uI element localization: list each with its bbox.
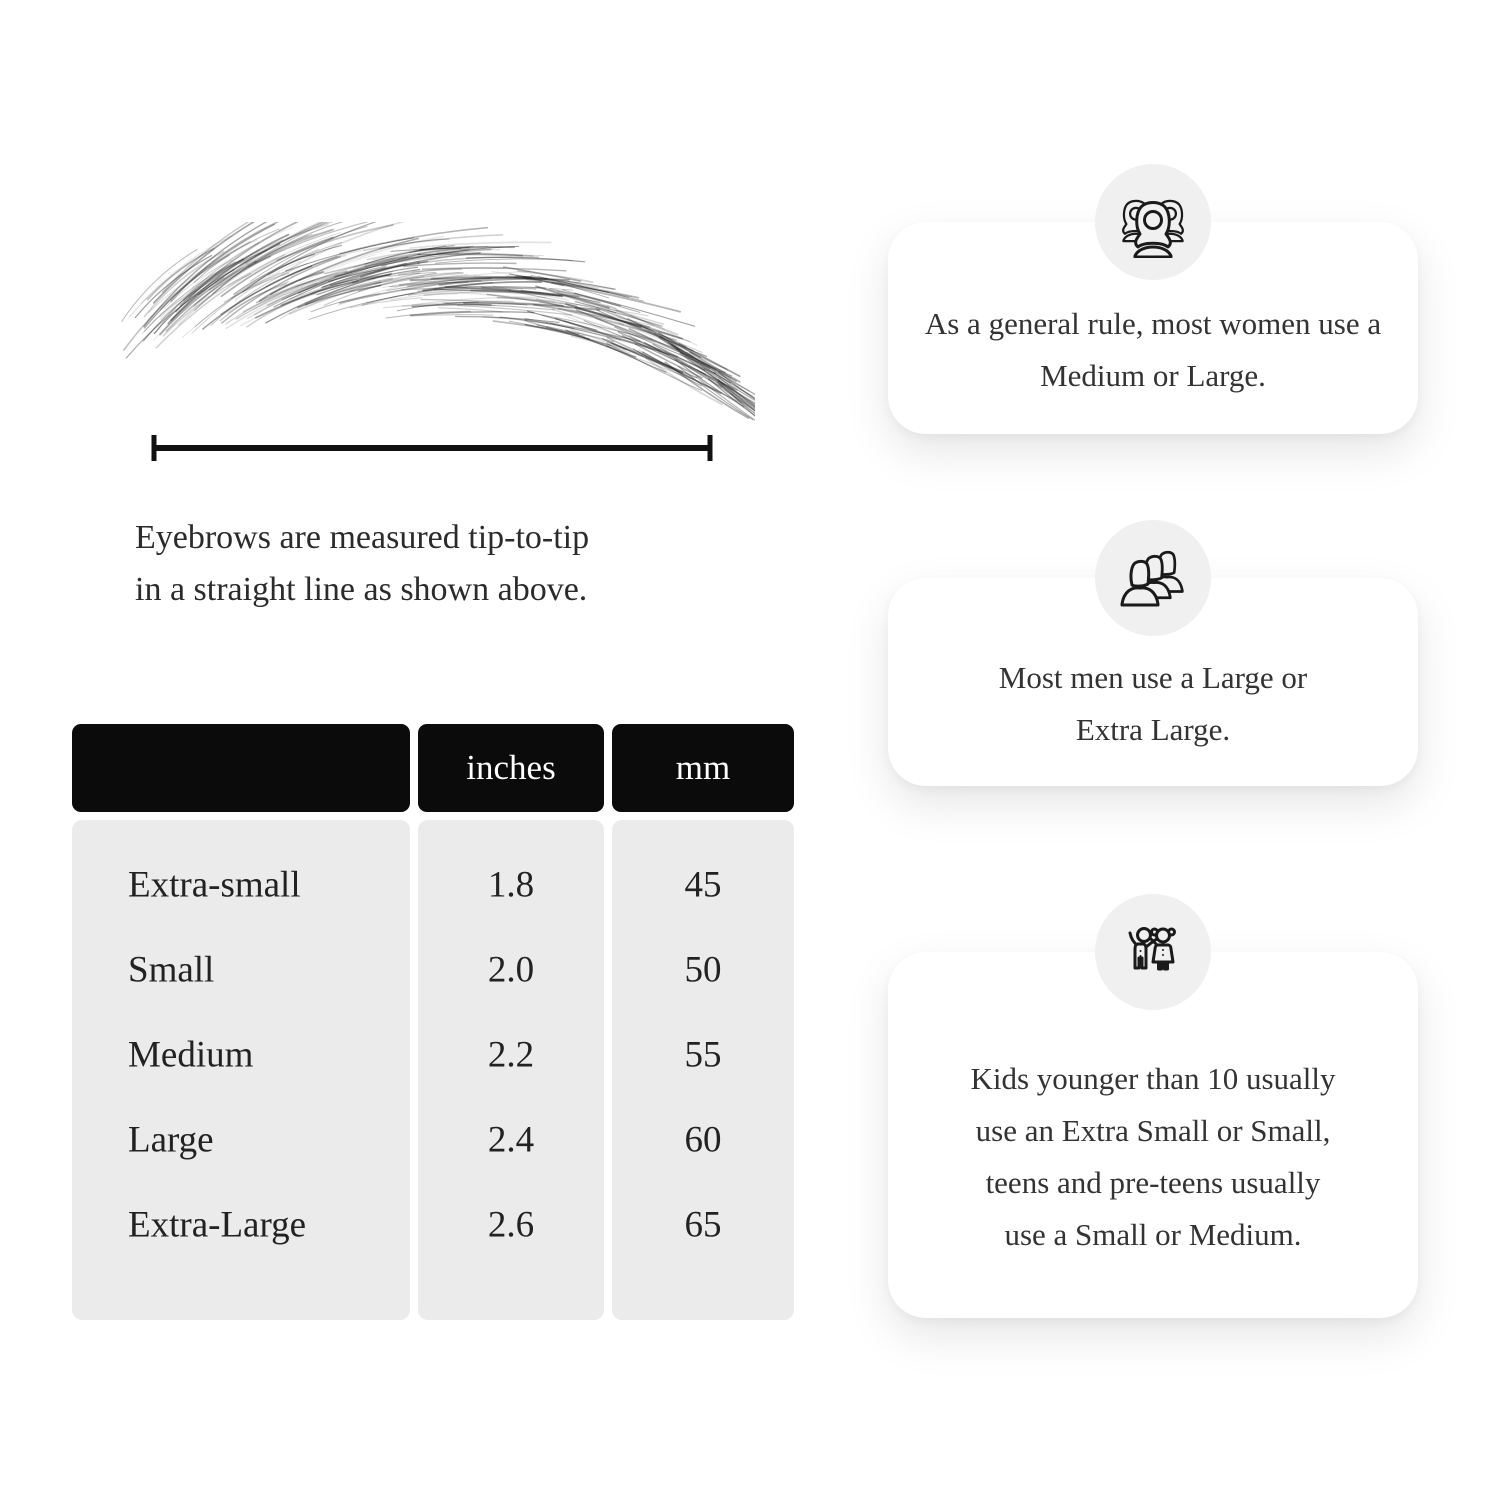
inches-value-cell: 2.6 (487, 1204, 535, 1245)
eyebrow-illustration (105, 222, 755, 452)
card-text: Most men use a Large or Extra Large. (998, 660, 1308, 747)
table-row (72, 1182, 794, 1267)
table-header-inches: inches (418, 724, 604, 812)
card-text: Kids younger than 10 usually use an Extra Small or Small, teens and pre-teens usually use a Small or Medium. (970, 1061, 1336, 1252)
table-row (72, 1012, 794, 1097)
men-group-icon (1117, 542, 1189, 614)
size-label-cell: Extra-Large (128, 1204, 307, 1245)
icon-circle (1095, 520, 1211, 636)
info-card-men (888, 578, 1418, 786)
table-row (72, 842, 794, 927)
inches-value-cell: 2.4 (487, 1119, 535, 1160)
table-row (72, 1097, 794, 1182)
table-row (72, 927, 794, 1012)
table-header-mm: mm (612, 724, 794, 812)
inches-value-cell: 2.0 (487, 949, 535, 990)
mm-value-cell: 55 (684, 1034, 722, 1075)
info-card-women (888, 222, 1418, 434)
inches-value-cell: 2.2 (487, 1034, 535, 1075)
size-label-cell: Small (128, 949, 215, 990)
kids-icon (1117, 916, 1189, 988)
icon-circle (1095, 164, 1211, 280)
eyebrow-hair-stroke (404, 263, 516, 266)
caption-line-2: in a straight line as shown above. (135, 571, 588, 608)
women-group-icon (1117, 186, 1189, 258)
size-label-cell: Medium (128, 1034, 254, 1075)
mm-value-cell: 60 (684, 1119, 722, 1160)
measurement-caption (135, 512, 775, 616)
card-text: As a general rule, most women use a Medium or Large. (924, 306, 1382, 393)
mm-value-cell: 50 (684, 949, 722, 990)
inches-value-cell: 1.8 (487, 864, 535, 905)
size-label-cell: Extra-small (128, 864, 301, 905)
table-header-blank (72, 724, 410, 812)
info-card-kids (888, 952, 1418, 1318)
size-table (72, 724, 794, 1324)
size-label-cell: Large (128, 1119, 214, 1160)
measurement-line (146, 433, 718, 463)
mm-value-cell: 65 (684, 1204, 722, 1245)
icon-circle (1095, 894, 1211, 1010)
mm-value-cell: 45 (684, 864, 722, 905)
caption-line-1: Eyebrows are measured tip-to-tip (135, 519, 590, 556)
